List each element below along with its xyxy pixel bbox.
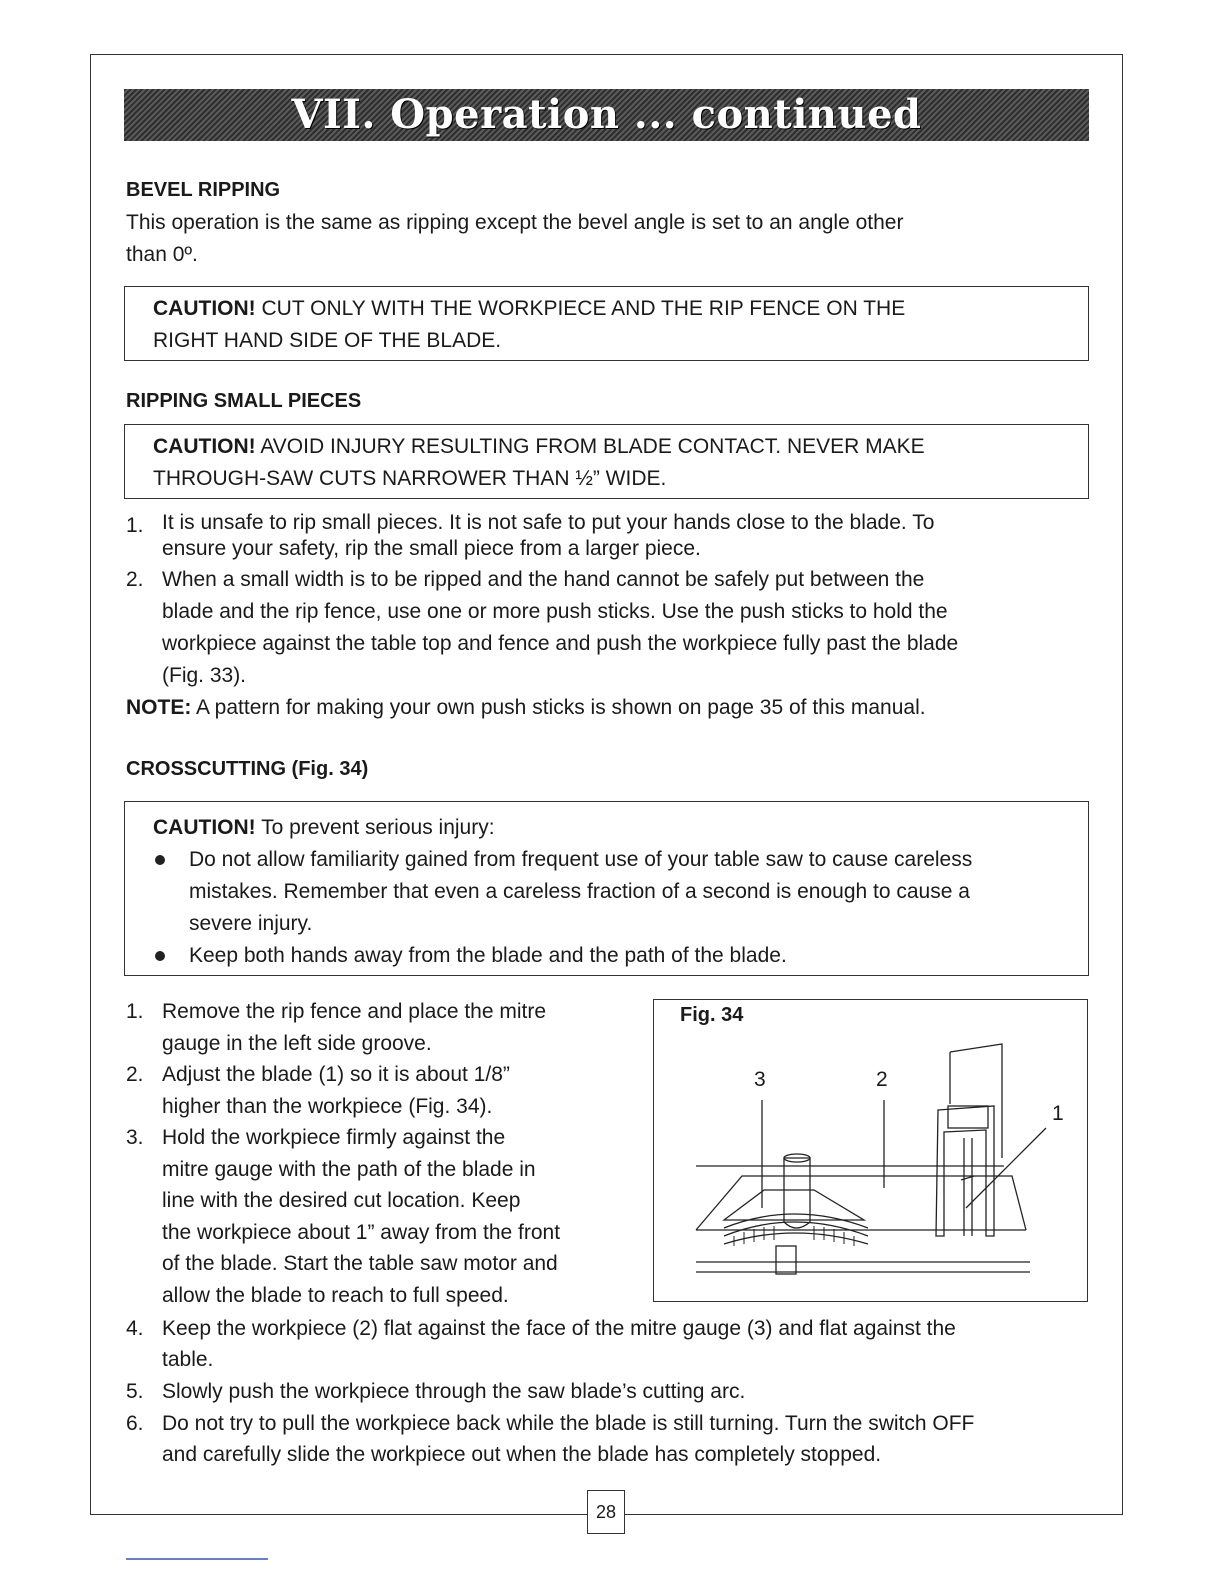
step-line: Remove the rip fence and place the mitre — [162, 1000, 547, 1023]
step-number: 4. — [126, 1317, 144, 1340]
caution-label: CAUTION! — [153, 297, 256, 320]
step-line: higher than the workpiece (Fig. 34). — [162, 1095, 493, 1118]
callout-2: 2 — [876, 1068, 888, 1091]
step-line: (Fig. 33). — [162, 664, 247, 687]
caution-box-small — [124, 424, 1089, 499]
note — [126, 692, 926, 723]
caution-text: To prevent serious injury: — [255, 816, 495, 839]
step-line: Adjust the blade (1) so it is about 1/8” — [162, 1063, 510, 1086]
footer-divider — [126, 1558, 268, 1560]
caution-line-2: RIGHT HAND SIDE OF THE BLADE. — [153, 329, 502, 352]
bullet-line: severe injury. — [189, 912, 313, 935]
step-line: Do not try to pull the workpiece back while the blade is still turning. Turn the switch OFF — [162, 1412, 975, 1435]
caution-line-2: THROUGH-SAW CUTS NARROWER THAN ½” WIDE. — [153, 467, 667, 490]
figure-label: Fig. 34 — [680, 1004, 744, 1026]
ripping-small-heading: RIPPING SMALL PIECES — [126, 390, 362, 412]
caution-label: CAUTION! — [153, 435, 256, 458]
step-number: 3. — [126, 1126, 144, 1149]
caution-label: CAUTION! — [153, 816, 256, 839]
caution-line — [153, 293, 905, 324]
bevel-ripping-heading: BEVEL RIPPING — [126, 179, 281, 201]
section-banner — [124, 89, 1089, 141]
step-number: 2. — [126, 1063, 144, 1086]
step-number: 5. — [126, 1380, 144, 1403]
step-line: It is unsafe to rip small pieces. It is not safe to put your hands close to the blade. To — [162, 511, 935, 534]
caution-box-bevel — [124, 286, 1089, 361]
step-number: 1. — [126, 1000, 144, 1023]
step-line: Hold the workpiece firmly against the — [162, 1126, 506, 1149]
step-line: and carefully slide the workpiece out when the blade has completely stopped. — [162, 1443, 882, 1466]
note-text: A pattern for making your own push sticks is shown on page 35 of this manual. — [191, 696, 926, 719]
bullet-line: mistakes. Remember that even a careless fraction of a second is enough to cause a — [189, 880, 970, 903]
callout-1: 1 — [1052, 1102, 1064, 1125]
callout-3: 3 — [754, 1068, 766, 1091]
step-line: gauge in the left side groove. — [162, 1032, 432, 1055]
crosscutting-heading: CROSSCUTTING (Fig. 34) — [126, 758, 369, 780]
bevel-ripping-text-line2: than 0º. — [126, 243, 198, 266]
step-number: 1. — [126, 514, 144, 537]
step-line: workpiece against the table top and fence and push the workpiece fully past the blade — [162, 632, 959, 655]
note-label: NOTE: — [126, 696, 192, 719]
caution-text: CUT ONLY WITH THE WORKPIECE AND THE RIP FENCE ON THE — [255, 297, 906, 320]
step-line: Slowly push the workpiece through the saw blade’s cutting arc. — [162, 1380, 746, 1403]
step-line: table. — [162, 1348, 214, 1371]
caution-text: AVOID INJURY RESULTING FROM BLADE CONTACT. NEVER MAKE — [255, 435, 925, 458]
figure-34 — [653, 999, 1088, 1302]
step-line: mitre gauge with the path of the blade in — [162, 1158, 536, 1181]
bullet-line: Keep both hands away from the blade and the path of the blade. — [189, 944, 787, 967]
step-line: of the blade. Start the table saw motor and — [162, 1252, 558, 1275]
step-number: 2. — [126, 568, 144, 591]
caution-line — [153, 812, 495, 843]
bullet-line: Do not allow familiarity gained from frequent use of your table saw to cause careless — [189, 848, 973, 871]
step-number: 6. — [126, 1412, 144, 1435]
step-line: When a small width is to be ripped and the hand cannot be safely put between the — [162, 568, 925, 591]
step-line: ensure your safety, rip the small piece from a larger piece. — [162, 537, 701, 560]
step-line: blade and the rip fence, use one or more push sticks. Use the push sticks to hold the — [162, 600, 948, 623]
caution-box-crosscut — [124, 801, 1089, 976]
step-line: Keep the workpiece (2) flat against the face of the mitre gauge (3) and flat against the — [162, 1317, 956, 1340]
step-line: line with the desired cut location. Keep — [162, 1189, 521, 1212]
caution-line — [153, 431, 925, 462]
page-number: 28 — [587, 1490, 625, 1534]
table-saw-illustration — [654, 1000, 1086, 1300]
section-title: VII. Operation ... continued — [291, 91, 922, 138]
bullet-icon — [155, 951, 165, 961]
step-line: allow the blade to reach to full speed. — [162, 1284, 509, 1307]
step-line: the workpiece about 1” away from the front — [162, 1221, 561, 1244]
bullet-icon — [155, 855, 165, 865]
bevel-ripping-text-line1: This operation is the same as ripping except the bevel angle is set to an angle other — [126, 211, 904, 234]
